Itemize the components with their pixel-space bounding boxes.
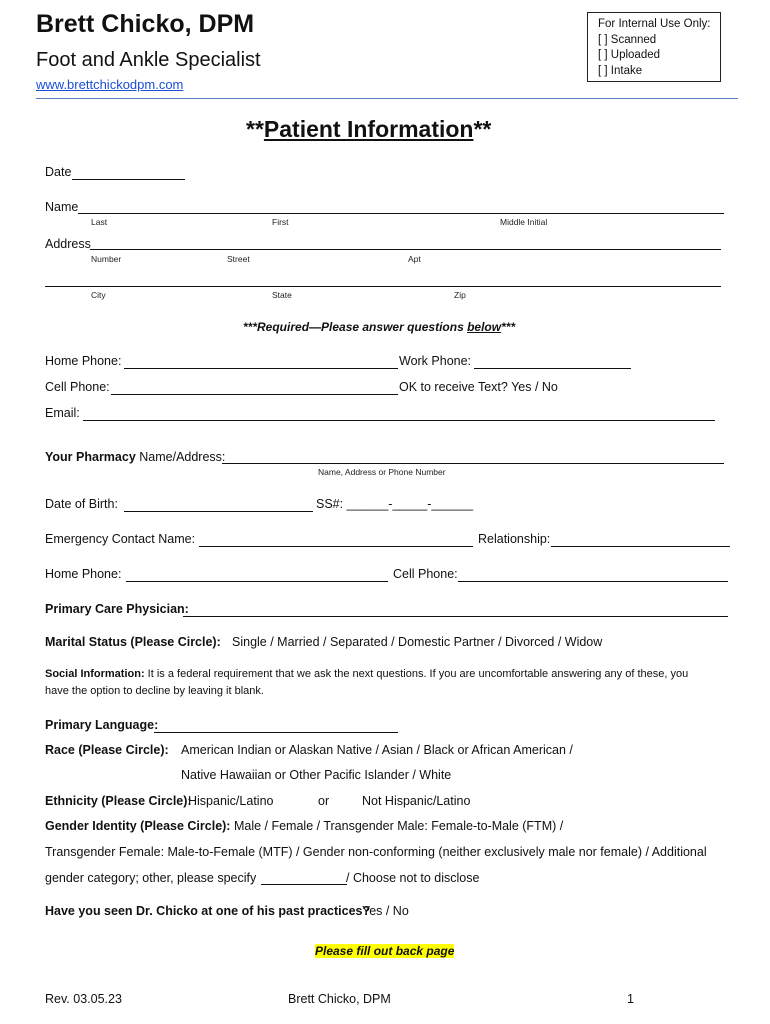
ethnicity-or: or (318, 794, 330, 808)
home-phone2-field[interactable] (126, 581, 388, 582)
relationship-label: Relationship: (478, 532, 551, 546)
address-number-caption: Number (91, 254, 122, 264)
past-practice-options[interactable]: Yes / No (362, 904, 409, 918)
ssn-field[interactable]: SS#: ______-_____-______ (316, 497, 474, 511)
email-label: Email: (45, 406, 80, 420)
dob-label: Date of Birth: (45, 497, 118, 511)
race-options-line1[interactable]: American Indian or Alaskan Native / Asian / Black or African American / (181, 743, 573, 757)
social-info-line2: have the option to decline by leaving it blank. (45, 685, 264, 697)
ethnicity-label: Ethnicity (Please Circle): (45, 794, 192, 808)
marital-options[interactable]: Single / Married / Separated / Domestic Partner / Divorced / Widow (232, 635, 603, 649)
address-apt-caption: Apt (408, 254, 421, 264)
name-last-caption: Last (91, 217, 108, 227)
gender-specify-field[interactable] (261, 884, 347, 885)
internal-item-uploaded[interactable]: [ ] Uploaded (598, 49, 661, 61)
relationship-field[interactable] (551, 546, 730, 547)
address-field[interactable] (90, 249, 721, 250)
gender-line3b[interactable]: / Choose not to disclose (346, 871, 480, 885)
language-label: Primary Language: (45, 718, 159, 732)
dob-field[interactable] (124, 511, 313, 512)
required-note: ***Required—Please answer questions below*** (243, 320, 516, 334)
address-zip-caption: Zip (454, 290, 466, 300)
gender-line3a: gender category; other, please specify (45, 871, 257, 885)
internal-use-title: For Internal Use Only: (598, 18, 711, 30)
form-title: **Patient Information** (246, 116, 492, 142)
name-middle-caption: Middle Initial (500, 217, 548, 227)
work-phone-field[interactable] (474, 368, 631, 369)
cell-phone2-field[interactable] (458, 581, 728, 582)
email-field[interactable] (83, 420, 715, 421)
marital-label: Marital Status (Please Circle): (45, 635, 221, 649)
date-field[interactable] (72, 179, 185, 180)
cell-phone-field[interactable] (111, 394, 398, 395)
address-label: Address (45, 237, 91, 251)
name-first-caption: First (272, 217, 289, 227)
social-info-line1: Social Information: It is a federal requirement that we ask the next questions. If you are uncomfortable answering any of these, you (45, 668, 689, 680)
home-phone2-label: Home Phone: (45, 567, 122, 581)
address-street-caption: Street (227, 254, 250, 264)
back-page-note: Please fill out back page (315, 944, 455, 958)
pharmacy-label: Your Pharmacy Name/Address: (45, 450, 226, 464)
internal-item-scanned[interactable]: [ ] Scanned (598, 33, 657, 46)
pcp-field[interactable] (183, 616, 728, 617)
footer-revision: Rev. 03.05.23 (45, 992, 122, 1006)
gender-line2[interactable]: Transgender Female: Male-to-Female (MTF) / Gender non-conforming (neither exclusively male nor female) / Additional (45, 845, 707, 859)
ok-to-text[interactable]: OK to receive Text? Yes / No (399, 380, 558, 394)
header-divider (36, 98, 738, 99)
name-field[interactable] (78, 213, 724, 214)
pharmacy-field[interactable] (222, 463, 724, 464)
doctor-name: Brett Chicko, DPM (36, 10, 255, 38)
race-options-line2[interactable]: Native Hawaiian or Other Pacific Islander / White (181, 768, 452, 782)
internal-item-intake[interactable]: [ ] Intake (598, 64, 643, 77)
cell-phone-label: Cell Phone: (45, 380, 110, 394)
pcp-label: Primary Care Physician: (45, 602, 189, 616)
emergency-contact-field[interactable] (199, 546, 473, 547)
gender-line1: Gender Identity (Please Circle): Male / Female / Transgender Male: Female-to-Male (FTM) / (45, 819, 564, 833)
pharmacy-caption: Name, Address or Phone Number (318, 467, 446, 477)
ethnicity-hispanic[interactable]: Hispanic/Latino (188, 794, 274, 808)
work-phone-label: Work Phone: (399, 354, 472, 368)
footer-page-number: 1 (627, 992, 634, 1006)
address-state-caption: State (272, 290, 292, 300)
home-phone-label: Home Phone: (45, 354, 122, 368)
name-label: Name (45, 200, 79, 214)
emergency-contact-label: Emergency Contact Name: (45, 532, 196, 546)
address-line2-field[interactable] (45, 286, 721, 287)
date-label: Date (45, 165, 72, 179)
address-city-caption: City (91, 290, 106, 300)
ethnicity-not-hispanic[interactable]: Not Hispanic/Latino (362, 794, 471, 808)
website-link[interactable]: www.brettchickodpm.com (36, 77, 184, 92)
footer-name: Brett Chicko, DPM (288, 992, 391, 1006)
cell-phone2-label: Cell Phone: (393, 567, 458, 581)
internal-use-box (587, 12, 721, 82)
language-field[interactable] (154, 732, 398, 733)
specialty: Foot and Ankle Specialist (36, 49, 261, 71)
past-practice-label: Have you seen Dr. Chicko at one of his past practices? (45, 904, 371, 918)
race-label: Race (Please Circle): (45, 743, 169, 757)
home-phone-field[interactable] (124, 368, 398, 369)
